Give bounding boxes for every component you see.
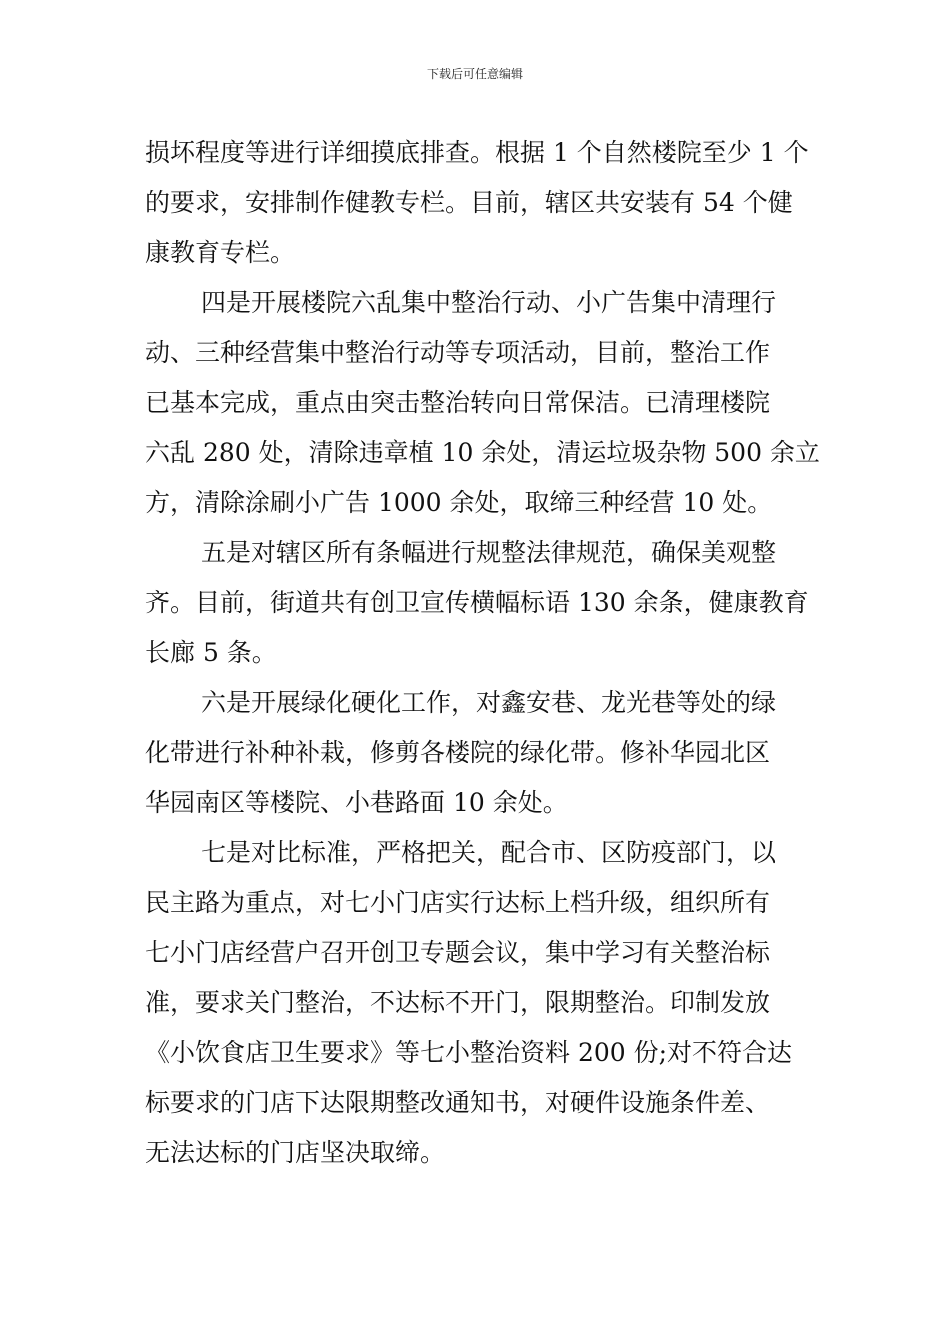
document-body [145,128,820,1178]
page-header: 下载后可任意编辑 [426,67,523,81]
text-line: 已基本完成，重点由突击整治转向日常保洁。已清理楼院 [145,388,771,417]
text-line: 六是开展绿化硬化工作，对鑫安巷、龙光巷等处的绿 [201,688,777,717]
text-line: 损坏程度等进行详细摸底排查。根据 1 个自然楼院至少 1 个 [145,138,809,167]
text-line: 长廊 5 条。 [145,638,277,667]
text-line: 六乱 280 处，清除违章植 10 余处，清运垃圾杂物 500 余立 [145,438,820,467]
text-line: 方，清除涂刷小广告 1000 余处，取缔三种经营 10 处。 [145,488,773,517]
text-line: 齐。目前，街道共有创卫宣传横幅标语 130 余条，健康教育 [145,588,809,617]
text-line: 标要求的门店下达限期整改通知书，对硬件设施条件差、 [145,1088,771,1117]
text-line: 康教育专栏。 [145,238,296,267]
paragraph-five [145,528,810,678]
text-line: 《小饮食店卫生要求》等七小整治资料 200 份;对不符合达 [145,1038,793,1067]
text-line: 华园南区等楼院、小巷路面 10 余处。 [145,788,568,817]
text-line: 七小门店经营户召开创卫专题会议，集中学习有关整治标 [145,938,771,967]
text-line: 四是开展楼院六乱集中整治行动、小广告集中清理行 [201,288,777,317]
paragraph-six [145,678,810,828]
text-line: 民主路为重点，对七小门店实行达标上档升级，组织所有 [145,888,771,917]
text-line: 准，要求关门整治，不达标不开门，限期整治。印制发放 [145,988,771,1017]
text-line: 动、三种经营集中整治行动等专项活动，目前，整治工作 [145,338,771,367]
text-line: 无法达标的门店坚决取缔。 [145,1138,446,1167]
paragraph-four [145,278,820,528]
paragraph-continuation [145,128,810,278]
text-line: 的要求，安排制作健教专栏。目前，辖区共安装有 54 个健 [145,188,793,217]
text-line: 五是对辖区所有条幅进行规整法律规范，确保美观整 [201,538,777,567]
text-line: 化带进行补种补栽，修剪各楼院的绿化带。修补华园北区 [145,738,771,767]
text-line: 七是对比标准，严格把关，配合市、区防疫部门，以 [201,838,777,867]
paragraph-seven [145,828,810,1178]
